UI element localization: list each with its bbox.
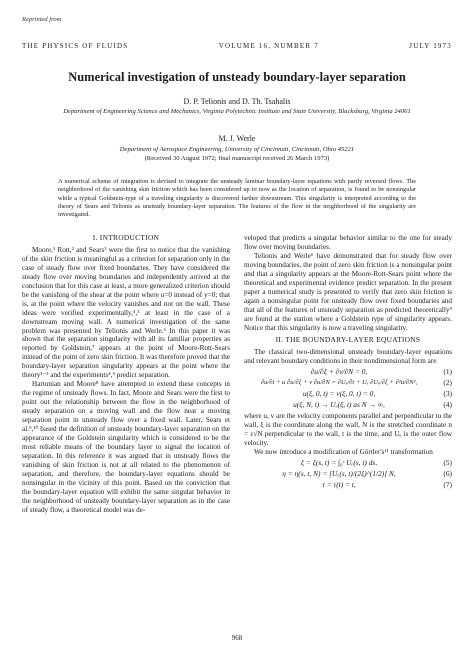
equation-number: (6) — [443, 468, 452, 478]
equation-number: (4) — [443, 400, 452, 410]
equation-number: (3) — [443, 389, 452, 399]
equation-6 — [244, 470, 452, 479]
paragraph: We now introduce a modification of Görtler's¹¹ transformation — [254, 447, 433, 456]
paper-author-2: M. J. Werle — [218, 134, 256, 143]
equation-7 — [244, 481, 452, 490]
equation-5 — [244, 459, 452, 468]
volume-number: VOLUME 16, NUMBER 7 — [218, 42, 319, 50]
abstract: A numerical scheme of integration is devised to integrate the unsteady laminar boundary-layer equations with partly reversed flows. The neighborhood of the vanishing skin friction which has been considered up to now as the location of separation, is found to be nonsingular while a typical Goldstein-type of a traveling singularity is discovered farther downstream. This singularity is interpreted according to the theory of Sears and Telionis as unsteady boundary-layer separation. The features of the flow in the neighborhood of the singularity are investigated. — [58, 178, 416, 219]
equation-expression: u(ξ, 0, t) = v(ξ, 0, t) = 0, — [302, 389, 376, 399]
right-column — [244, 234, 452, 492]
equation-expression: η = η(s, t, N) = [Uₑ(s, t)/(2ξ)^(1/2)] N, — [282, 468, 396, 478]
left-column — [22, 234, 230, 515]
paper-title: Numerical investigation of unsteady boundary-layer separation — [68, 70, 406, 84]
equation-expression: ∂u/∂ξ + ∂v/∂N = 0, — [310, 367, 368, 377]
issue-date: JULY 1973 — [409, 42, 452, 50]
equation-3 — [244, 390, 452, 399]
equation-number: (7) — [443, 479, 452, 489]
section-heading-introduction: I. INTRODUCTION — [92, 233, 160, 242]
equation-expression: u(ξ, N, t) → Uₑ(ξ, t) as N → ∞, — [293, 400, 385, 410]
received-date: (Received 30 August 1972; final manuscript received 26 March 1973) — [144, 154, 330, 162]
paragraph: veloped that predicts a singular behavior similar to the one for steady flow over moving boundaries. — [244, 234, 452, 251]
paragraph: Moore,¹ Rott,² and Sears³ were the first to notice that the vanishing of the skin friction is meaningful as a criterion for separation only in the case of steady flow over fixed boundaries. They have considered the steady flow over moving boundaries and independently arrived at the conclusion that for this case at least, a more generalized criterion should be the vanishing of the shear at the point where u=0 instead of y=0; that is, at the point where the velocity vanishes and not on the wall. These ideas were verified experimentally,⁴,⁵ at least in the case of a downstream moving wall. A numerical investigation of the same problem was presented by Telionis and Werle.⁶ In this paper it was shown that the separation singularity with all its familiar properties as reported by Goldstein,⁷ appears at the point of Moore-Rott-Sears instead of the point of zero skin friction. It was therefore proved that the boundary-layer separation singularity appears at the point where the theory¹⁻³ and the experiments⁴,⁵ predict separation. — [22, 245, 230, 380]
running-header — [22, 42, 452, 50]
equation-number: (5) — [443, 457, 452, 467]
equation-expression: ξ = ξ(s, t) = ∫₀ˢ Uₑ(s, t) ds, — [300, 457, 378, 467]
affiliation-2-block — [40, 146, 434, 163]
paragraph: The classical two-dimensional unsteady boundary-layer equations and relevant boundary conditions in their nondimensional form are — [244, 348, 452, 366]
equation-number: (1) — [443, 367, 452, 377]
equation-1 — [244, 368, 452, 377]
paragraph: Hartunian and Moore⁸ have attempted to extend these concepts in the regime of unsteady flows. In fact, Moore and Sears were the first to point out the relationship between the flow in the neighborhood of steady separation on a moving wall and the flow near a moving separation point in unsteady flow over a fixed wall. Later, Sears et al.⁹,¹⁰ based the definition of unsteady boundary-layer separation on the appearance of the Goldstein singularity which is considered to be the most reliable means of the boundary layer to signal the location of separation. In this reference it was argued that in unsteady flows the vanishing of skin friction is not at all related to the phenomenon of separation, and therefore, the boundary-layer equations should be nonsingular in the vicinity of this point. Based on the conviction that the boundary-layer equation will exhibit the same singular behavior in the neighborhood of unsteady boundary-layer separation as in the case of steady flow, a theoretical model was de- — [22, 380, 230, 514]
equation-2 — [244, 379, 452, 388]
equation-expression: ∂u/∂t + u ∂u/∂ξ + v ∂u/∂N = ∂Uₑ/∂t + Uₑ ∂Uₑ/∂ξ + ∂²u/∂N², — [260, 379, 418, 387]
journal-name: THE PHYSICS OF FLUIDS — [22, 42, 129, 50]
affiliation-2: Department of Aerospace Engineering, University of Cincinnati, Cincinnati, Ohio 45221 — [119, 146, 355, 153]
paragraph: Telionis and Werle⁶ have demonstrated that for steady flow over moving boundaries, the point of zero skin friction is a nonsingular point and that a singularity appears at the Moore-Rott-Sears point where the theoretical and experimental evidence predict separation. In the present paper a numerical study is presented to verify that zero skin friction is again a nonsingular point for unsteady flow over fixed boundaries and that all of the features of unsteady separation as predicted theoretically⁹ are found at the station where a Goldstein type of singularity appears. Notice that this singularity is now a traveling singularity. — [244, 251, 452, 332]
page-number: 968 — [231, 634, 243, 642]
equation-number: (2) — [443, 378, 452, 388]
paragraph: where u, v are the velocity components parallel and perpendicular to the wall, ξ is the coordinate along the wall, N is the stretched coordinate n = ε√N perpendicular to the wall, t is the time, and Uₑ is the outer flow velocity. — [244, 412, 452, 448]
section-heading-boundary-layer: II. THE BOUNDARY-LAYER EQUATIONS — [275, 335, 421, 345]
paper-authors: D. P. Telionis and D. Th. Tsahalis — [183, 97, 291, 106]
reprinted-from-label: Reprinted from — [22, 16, 62, 23]
equation-expression: τ = τ(t) = t, — [322, 479, 356, 489]
equation-4 — [244, 401, 452, 410]
affiliation-1: Department of Engineering Science and Mechanics, Virginia Polytechnic Institute and State University, Blacksburg, Virginia 24061 — [63, 108, 411, 115]
